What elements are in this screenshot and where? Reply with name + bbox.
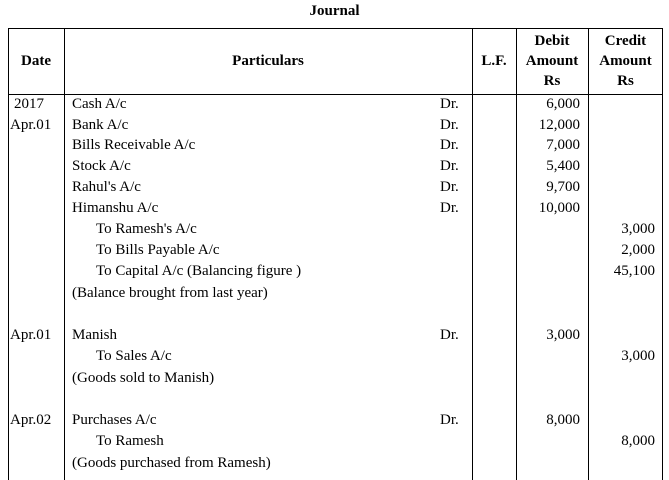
particulars-line: Manish — [72, 327, 117, 343]
header-particulars: Particulars — [232, 53, 304, 69]
entry-date: Apr.02 — [10, 412, 52, 428]
header-date: Date — [21, 53, 51, 69]
header-lf: L.F. — [481, 53, 507, 69]
column-divider-date — [64, 28, 65, 480]
narration: (Goods purchased from Ramesh) — [72, 455, 271, 471]
debit-amount: 3,000 — [546, 327, 580, 343]
credit-amount: 3,000 — [621, 221, 655, 237]
column-divider-lf — [516, 28, 517, 480]
header-debit-line-3: Rs — [543, 73, 561, 89]
header-debit-line-1: Debit — [534, 33, 570, 49]
credit-amount: 8,000 — [621, 433, 655, 449]
debit-amount: 7,000 — [546, 137, 580, 153]
header-credit-line-2: Amount — [599, 53, 652, 69]
narration: (Balance brought from last year) — [72, 285, 268, 301]
debit-amount: 6,000 — [546, 96, 580, 112]
particulars-line: To Capital A/c (Balancing figure ) — [96, 263, 302, 279]
dr-marker: Dr. — [440, 137, 459, 153]
narration: (Goods sold to Manish) — [72, 370, 215, 386]
debit-amount: 5,400 — [546, 158, 580, 174]
column-divider-debit — [588, 28, 589, 480]
particulars-line: Himanshu A/c — [72, 200, 159, 216]
credit-amount: 2,000 — [621, 242, 655, 258]
particulars-line: Stock A/c — [72, 158, 131, 174]
debit-amount: 10,000 — [538, 200, 580, 216]
particulars-line: To Ramesh — [96, 433, 164, 449]
particulars-line: To Ramesh's A/c — [96, 221, 197, 237]
entry-date: 2017 — [14, 96, 44, 112]
dr-marker: Dr. — [440, 158, 459, 174]
particulars-line: Bills Receivable A/c — [72, 137, 196, 153]
credit-amount: 45,100 — [613, 263, 655, 279]
particulars-line: Rahul's A/c — [72, 179, 141, 195]
debit-amount: 12,000 — [538, 117, 580, 133]
particulars-line: To Sales A/c — [96, 348, 172, 364]
column-divider-particulars — [472, 28, 473, 480]
dr-marker: Dr. — [440, 327, 459, 343]
particulars-line: Bank A/c — [72, 117, 129, 133]
entry-date: Apr.01 — [10, 117, 52, 133]
particulars-line: Purchases A/c — [72, 412, 157, 428]
header-credit-line-3: Rs — [617, 73, 634, 89]
header-debit-line-2: Amount — [525, 53, 579, 69]
dr-marker: Dr. — [440, 96, 459, 112]
debit-amount: 9,700 — [546, 179, 580, 195]
credit-amount: 3,000 — [621, 348, 655, 364]
entry-date: Apr.01 — [10, 327, 52, 343]
dr-marker: Dr. — [440, 117, 459, 133]
particulars-line: Cash A/c — [72, 96, 127, 112]
journal-title: Journal — [309, 3, 360, 19]
debit-amount: 8,000 — [546, 412, 580, 428]
header-credit-line-1: Credit — [604, 33, 647, 49]
dr-marker: Dr. — [440, 200, 459, 216]
dr-marker: Dr. — [440, 179, 459, 195]
particulars-line: To Bills Payable A/c — [96, 242, 220, 258]
dr-marker: Dr. — [440, 412, 459, 428]
